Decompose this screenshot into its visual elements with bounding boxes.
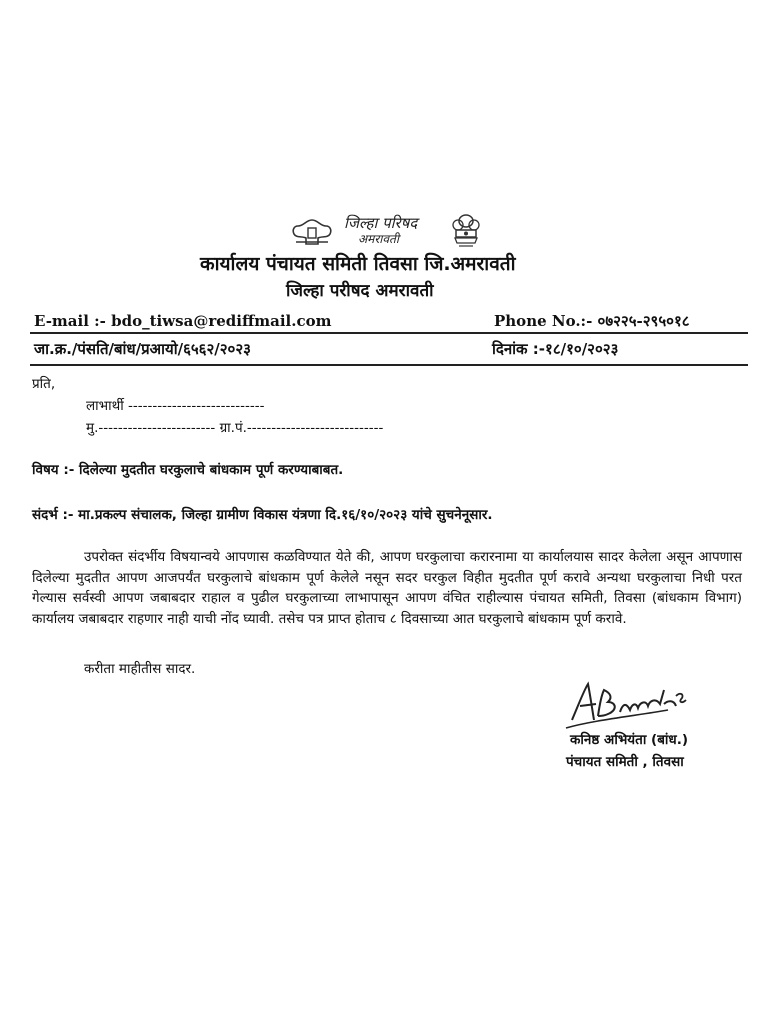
office-subtitle: जिल्हा परीषद अमरावती (286, 281, 434, 301)
zilla-parishad-name: जिल्हा परिषद (344, 214, 418, 232)
zilla-parishad-place: अमरावती (358, 232, 399, 246)
header-divider-top (30, 332, 748, 334)
letter-reference: संदर्भ :- मा.प्रकल्प संचालक, जिल्हा ग्रामीण विकास यंत्रणा दि.१६/१०/२०२३ यांचे सुचनेनूसार. (32, 507, 493, 523)
letter-body: उपरोक्त संदर्भीय विषयान्वये आपणास कळविण्यात येते की, आपण घरकुलाचा करारनामा या कार्यालयास सादर केलेला असून आपणास दिलेल्या मुदतीत आपण आजपर्यंत घरकुलाचे बांधकाम पूर्ण केलेले नसून सदर घरकुल विहीत मुदतीत पूर्ण करावे अन्यथा घरकुलाचा निधी परत गेल्यास सर्वस्वी आपण जबाबदार राहाल व पुढील घरकुलाच्या लाभापासून आपण वंचित राहील्यास पंचायत समिती, तिवसा (बांधकाम विभाग) कार्यालय जबाबदार राहणार नाही याची नोंद घ्यावी. तसेच पत्र प्राप्त होताच ८ दिवसाच्या आत घरकुलाचे बांधकाम पूर्ण करावे. (32, 549, 742, 627)
signatory-office: पंचायत समिती , तिवसा (566, 754, 684, 770)
letter-subject: विषय :- दिलेल्या मुदतीत घरकुलाचे बांधकाम पूर्ण करण्याबाबत. (32, 462, 344, 478)
reference-number: जा.क्र./पंसति/बांध/प्रआयो/६५६२/२०२३ (34, 340, 251, 358)
email-address: E-mail :- bdo_tiwsa@rediffmail.com (34, 312, 332, 330)
header-divider-bottom (30, 364, 748, 366)
signatory-designation: कनिष्ठ अभियंता (बांध.) (570, 732, 689, 748)
letter-closing: करीता माहीतीस सादर. (84, 661, 196, 677)
signature (564, 676, 694, 732)
office-title: कार्यालय पंचायत समिती तिवसा जि.अमरावती (200, 253, 516, 275)
recipient-address: मु.------------------------ ग्रा.पं.---------------------------- (86, 420, 384, 436)
national-emblem-icon (450, 212, 482, 252)
recipient-to: प्रति, (32, 376, 56, 392)
letter-date: दिनांक :-१८/१०/२०२३ (492, 340, 619, 358)
zilla-parishad-emblem-icon (290, 216, 334, 248)
phone-number: Phone No.:- ०७२२५-२९५०१८ (494, 312, 690, 330)
recipient-beneficiary: लाभार्थी ---------------------------- (86, 398, 265, 414)
